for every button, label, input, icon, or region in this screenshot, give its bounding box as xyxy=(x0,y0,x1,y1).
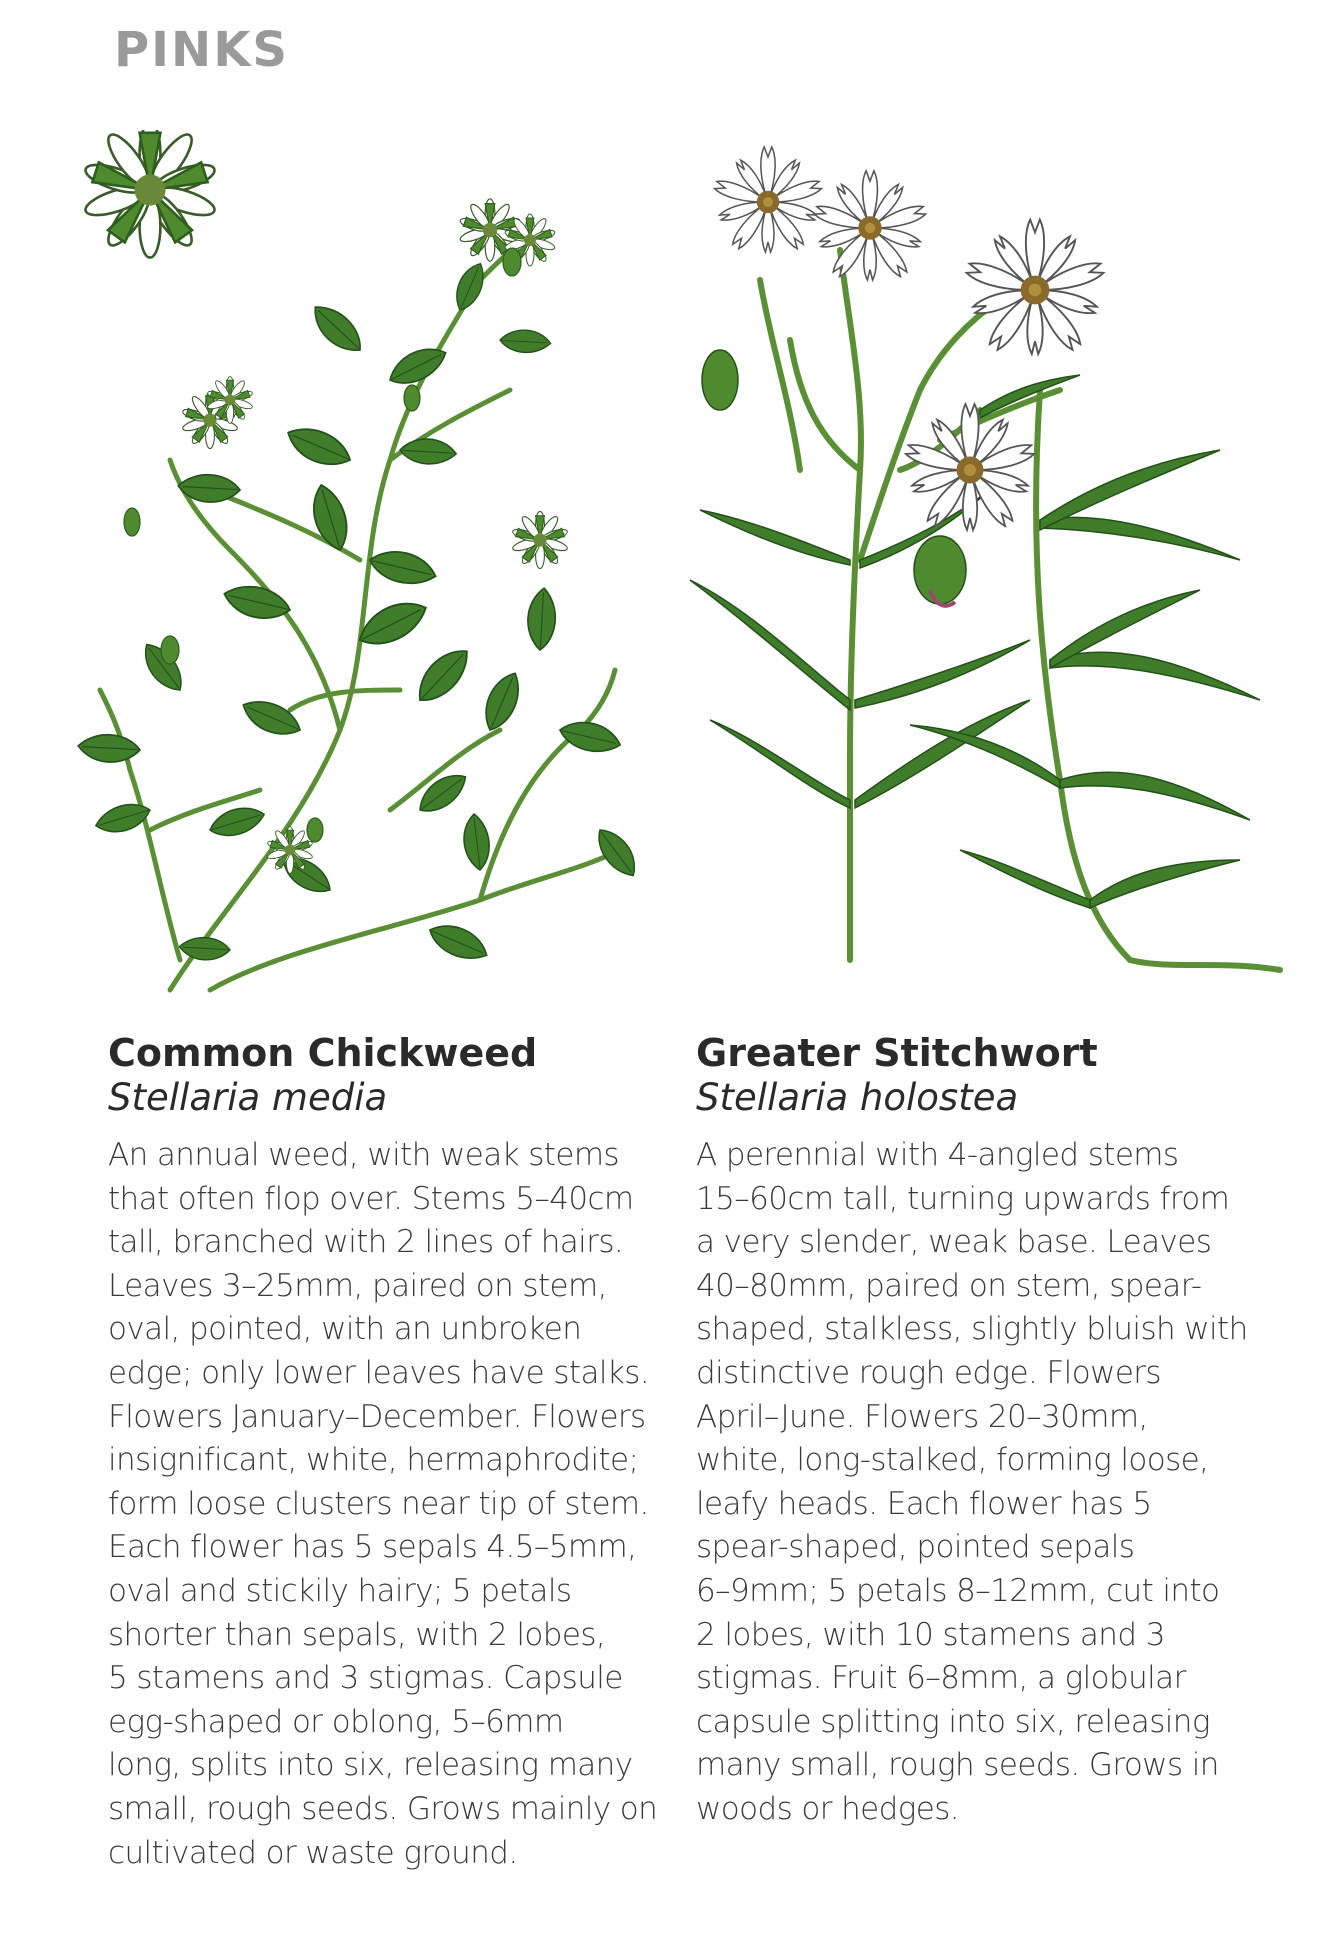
description-line: 5 stamens and 3 stigmas. Capsule xyxy=(108,1660,623,1697)
description-line: shorter than sepals, with 2 lobes, xyxy=(108,1616,606,1653)
description-line: woods or hedges. xyxy=(696,1790,960,1827)
description-line: 6–9mm; 5 petals 8–12mm, cut into xyxy=(696,1572,1220,1609)
description-line: A perennial with 4-angled stems xyxy=(696,1137,1179,1173)
description-line: that often flop over. Stems 5–40cm xyxy=(108,1180,634,1217)
description-line: April–June. Flowers 20–30mm, xyxy=(696,1398,1148,1435)
species-entry-greater-stitchwort xyxy=(696,1030,1256,1832)
description-line: leafy heads. Each flower has 5 xyxy=(696,1485,1152,1522)
common-chickweed-illustration xyxy=(60,130,660,1010)
chickweed-leaves xyxy=(76,259,642,969)
description-line: tall, branched with 2 lines of hairs. xyxy=(108,1224,624,1261)
description-line: An annual weed, with weak stems xyxy=(108,1137,619,1173)
description-line: egg-shaped or oblong, 5–6mm xyxy=(108,1703,564,1740)
description-line: oval and stickily hairy; 5 petals xyxy=(108,1572,572,1609)
species-description xyxy=(696,1134,1256,1832)
description-line: shaped, stalkless, slightly bluish with xyxy=(696,1311,1248,1348)
description-line: long, splits into six, releasing many xyxy=(108,1747,633,1784)
description-line: Each flower has 5 sepals 4.5–5mm, xyxy=(108,1529,637,1566)
description-line: many small, rough seeds. Grows in xyxy=(696,1747,1219,1784)
description-line: edge; only lower leaves have stalks. xyxy=(108,1354,650,1391)
description-line: Flowers January–December. Flowers xyxy=(108,1398,646,1435)
description-line: stigmas. Fruit 6–8mm, a globular xyxy=(696,1660,1186,1697)
description-line: white, long-stalked, forming loose, xyxy=(696,1442,1209,1479)
common-name: Greater Stitchwort xyxy=(696,1031,1098,1075)
description-line: 15–60cm tall, turning upwards from xyxy=(696,1180,1230,1217)
description-line: capsule splitting into six, releasing xyxy=(696,1703,1210,1740)
description-line: insignificant, white, hermaphrodite; xyxy=(108,1442,639,1479)
species-description xyxy=(108,1134,668,1875)
description-line: cultivated or waste ground. xyxy=(108,1834,518,1871)
description-line: oval, pointed, with an unbroken xyxy=(108,1311,582,1348)
description-line: Leaves 3–25mm, paired on stem, xyxy=(108,1267,607,1304)
description-line: 40–80mm, paired on stem, spear- xyxy=(696,1267,1202,1304)
description-line: spear-shaped, pointed sepals xyxy=(696,1529,1135,1566)
latin-name: Stellaria media xyxy=(108,1076,388,1119)
section-title: PINKS xyxy=(114,22,289,78)
latin-name: Stellaria holostea xyxy=(696,1076,1019,1119)
species-entry-common-chickweed xyxy=(108,1030,668,1875)
description-line: form loose clusters near tip of stem. xyxy=(108,1485,649,1522)
description-line: a very slender, weak base. Leaves xyxy=(696,1224,1212,1261)
description-line: small, rough seeds. Grows mainly on xyxy=(108,1790,658,1827)
description-line: 2 lobes, with 10 stamens and 3 xyxy=(696,1616,1165,1653)
common-name: Common Chickweed xyxy=(108,1031,538,1075)
greater-stitchwort-illustration xyxy=(680,140,1300,1020)
description-line: distinctive rough edge. Flowers xyxy=(696,1354,1161,1391)
